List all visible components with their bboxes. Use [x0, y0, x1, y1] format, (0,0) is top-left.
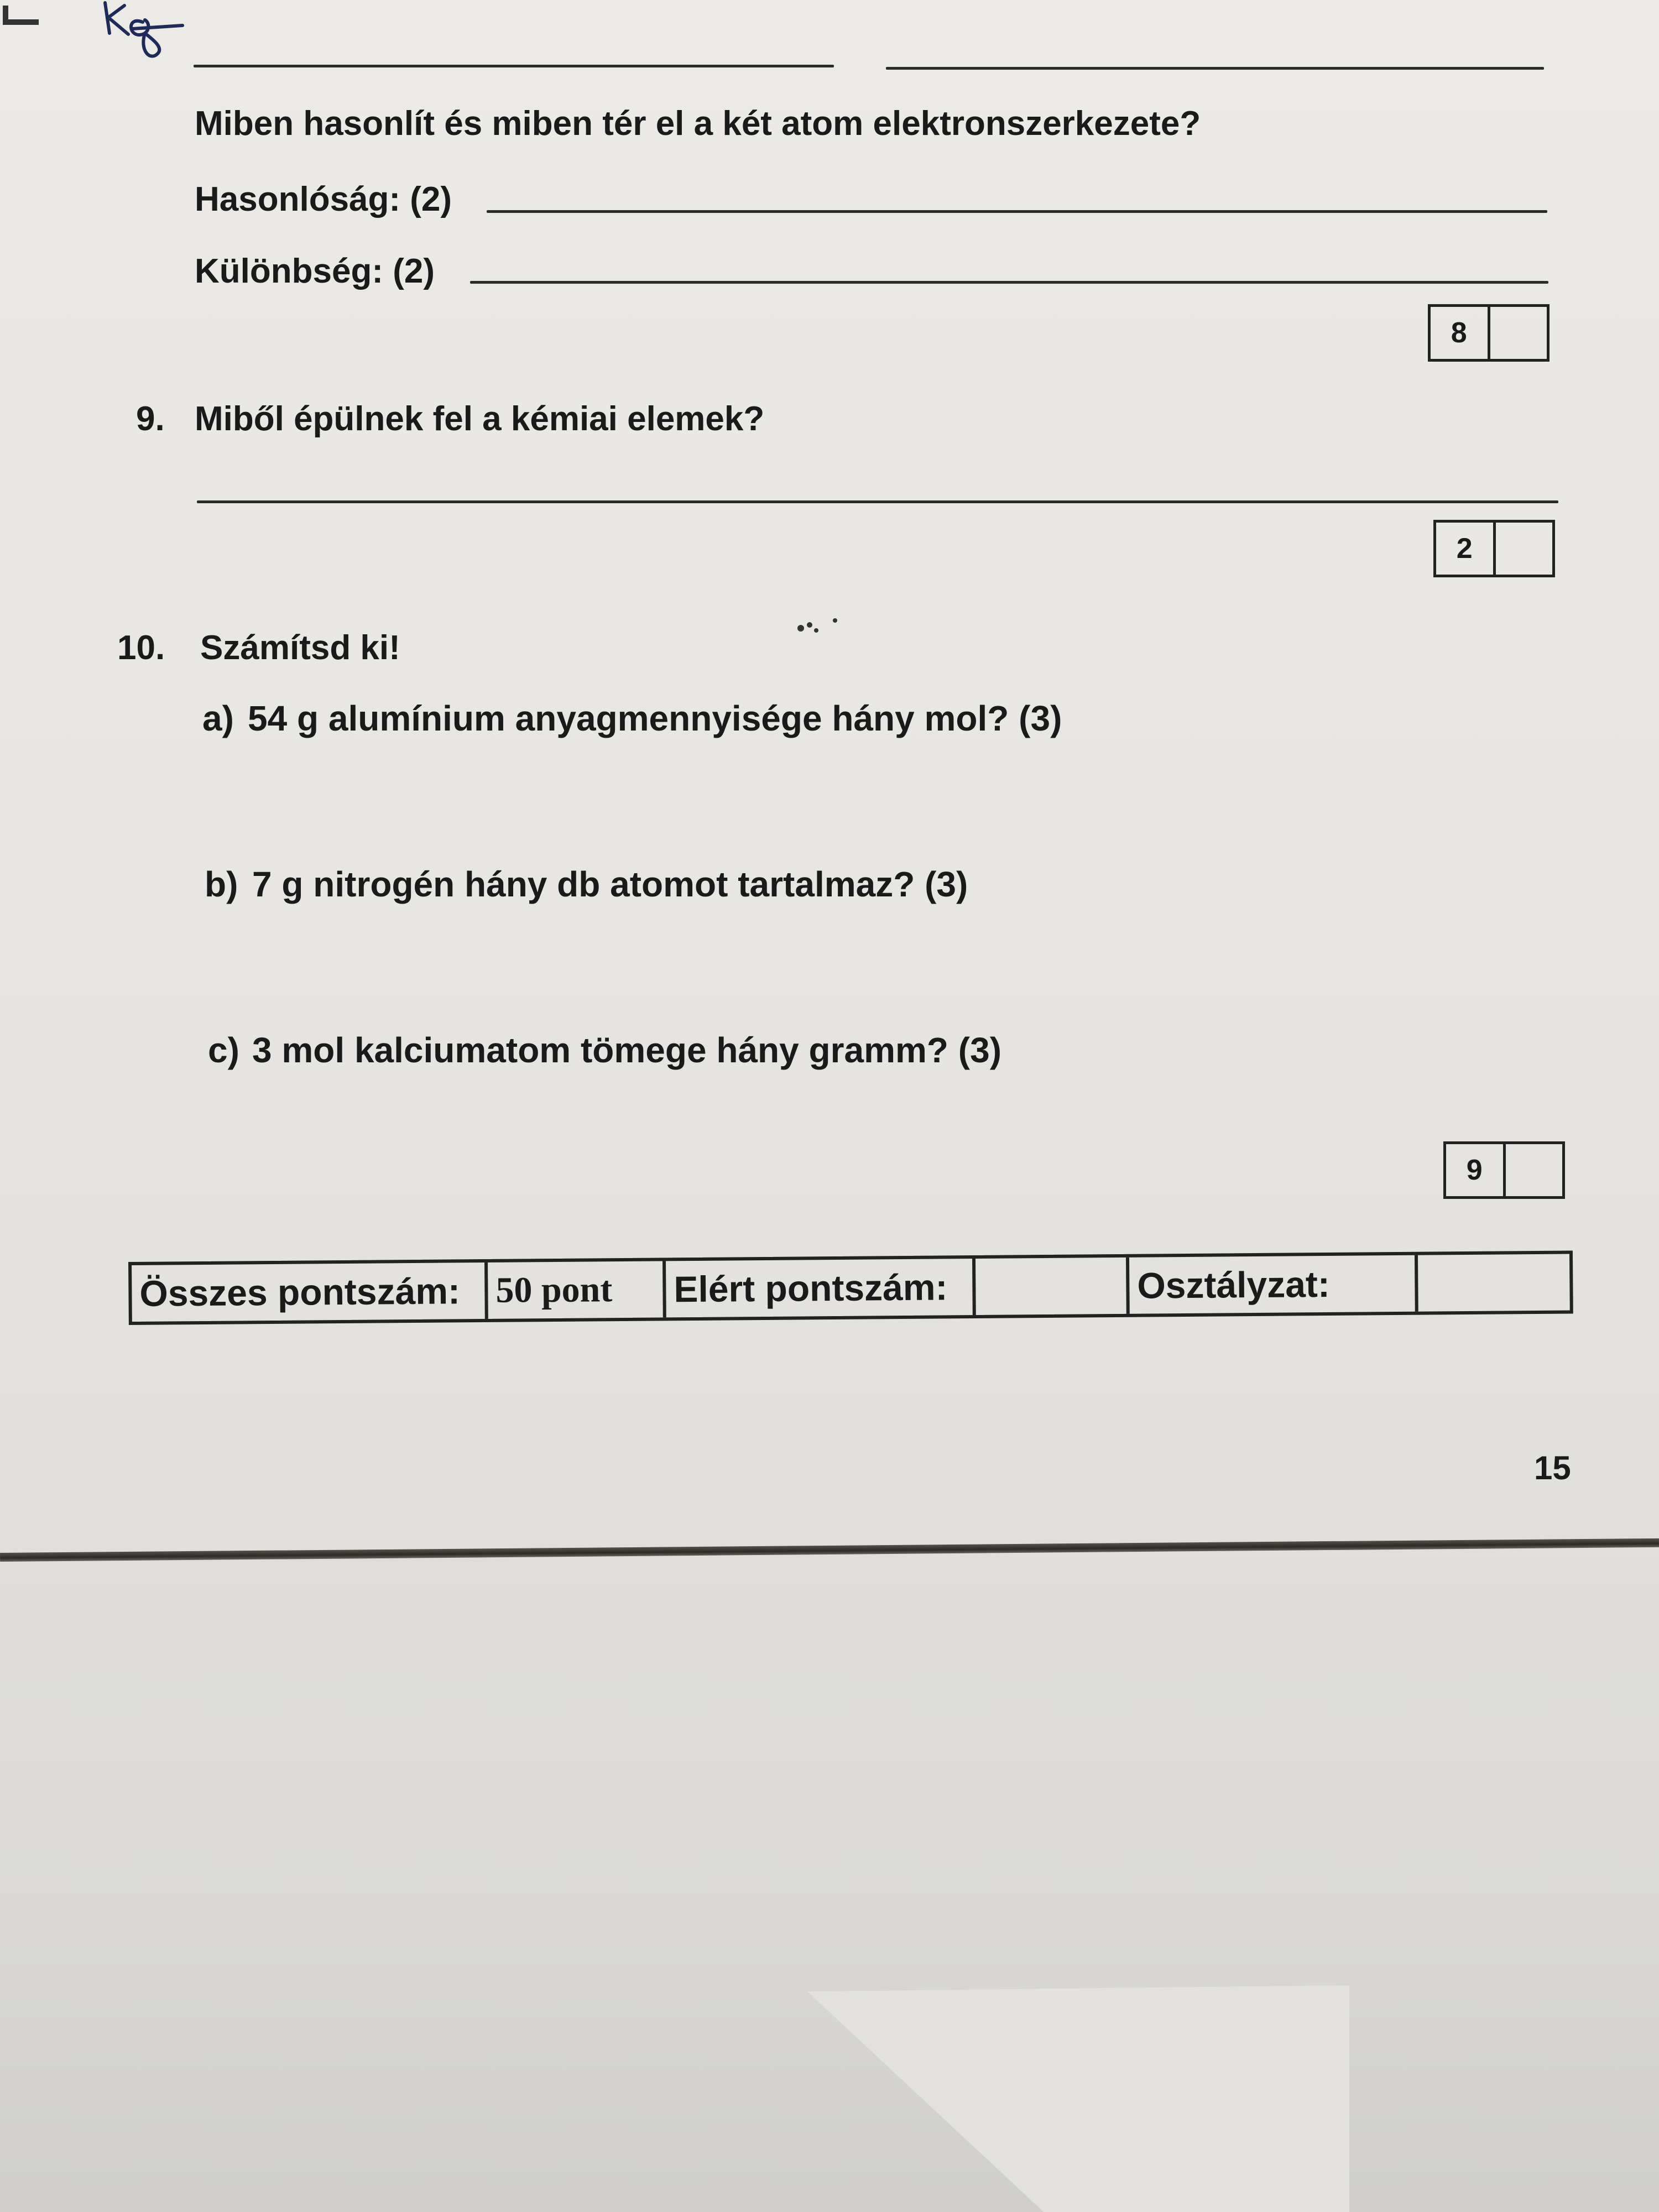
- underlying-page: [0, 1557, 1659, 2212]
- question-9-prompt: Miből épülnek fel a kémiai elemek?: [195, 400, 765, 438]
- question-10a-text: 54 g alumínium anyagmennyisége hány mol? (3): [248, 698, 1062, 738]
- answer-line: [194, 65, 834, 67]
- question-10c-label: c): [208, 1030, 239, 1070]
- total-points-value: 50 pont: [484, 1261, 663, 1319]
- max-score: 9: [1466, 1154, 1483, 1186]
- question-number: 9.: [136, 400, 165, 438]
- page-number: 15: [1534, 1449, 1571, 1486]
- achieved-score-field[interactable]: [1493, 523, 1553, 575]
- question-8-prompt: Miben hasonlít és miben tér el a két atom elektronszerkezete?: [195, 105, 1201, 143]
- difference-label: Különbség: (2): [195, 252, 435, 290]
- answer-line: [886, 67, 1544, 70]
- question-10b-text: 7 g nitrogén hány db atomot tartalmaz? (3): [252, 864, 968, 904]
- grade-label: Osztályzat:: [1126, 1255, 1415, 1314]
- max-score: 2: [1456, 533, 1473, 565]
- similarity-answer-line[interactable]: [487, 210, 1547, 213]
- question-10c-text: 3 mol kalciumatom tömege hány gramm? (3): [252, 1030, 1001, 1070]
- total-points-label: Összes pontszám:: [139, 1270, 461, 1314]
- score-box-q9: [1433, 520, 1555, 577]
- question-10b-label: b): [205, 864, 238, 904]
- question-number: 10.: [117, 629, 165, 667]
- score-box-q8: [1428, 304, 1550, 362]
- smudge-mark: [791, 613, 852, 640]
- totals-table: [128, 1250, 1573, 1325]
- handwritten-mark: [0, 0, 199, 77]
- question-10a-label: a): [202, 698, 234, 738]
- difference-answer-line[interactable]: [470, 281, 1548, 284]
- similarity-label: Hasonlóság: (2): [195, 180, 452, 218]
- score-box-q10: [1443, 1141, 1565, 1199]
- achieved-points-field[interactable]: [972, 1258, 1126, 1315]
- achieved-points-label: Elért pontszám:: [662, 1259, 973, 1317]
- achieved-score-field[interactable]: [1488, 307, 1547, 359]
- question-10-prompt: Számítsd ki!: [200, 629, 400, 667]
- grade-field[interactable]: [1415, 1254, 1570, 1312]
- achieved-score-field[interactable]: [1503, 1144, 1563, 1196]
- max-score: 8: [1451, 317, 1467, 349]
- question-9-answer-line[interactable]: [197, 500, 1558, 503]
